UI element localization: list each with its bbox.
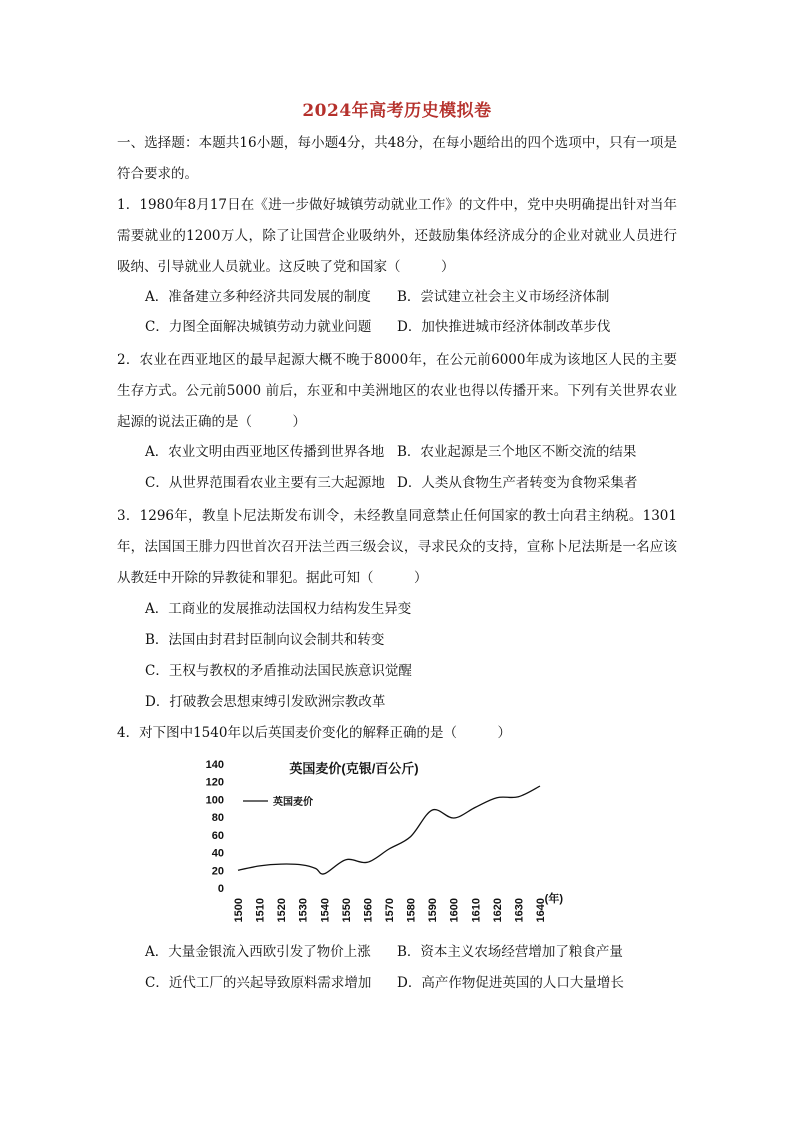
x-tick-label: 1620 — [491, 898, 504, 923]
y-tick-label: 100 — [205, 794, 224, 807]
x-tick-label: 1500 — [233, 898, 245, 923]
q4-option-a[interactable]: A．大量金银流入西欧引发了物价上涨 — [145, 944, 371, 960]
q1-option-b[interactable]: B．尝试建立社会主义市场经济体制 — [397, 289, 610, 305]
q4-option-c[interactable]: C．近代工厂的兴起导致原料需求增加 — [145, 975, 372, 991]
y-tick-label: 20 — [211, 865, 224, 878]
x-axis-unit: (年) — [544, 893, 563, 905]
x-tick-label: 1570 — [384, 898, 396, 923]
x-tick-label: 1510 — [254, 898, 267, 923]
x-tick-label: 1640 — [535, 898, 547, 923]
x-tick-label: 1520 — [276, 898, 289, 923]
x-tick-label: 1610 — [470, 898, 483, 923]
q4-option-b[interactable]: B．资本主义农场经营增加了粮食产量 — [397, 944, 623, 960]
q3-option-b[interactable]: B．法国由封君封臣制向议会制共和转变 — [145, 632, 385, 648]
x-tick-label: 1560 — [362, 898, 375, 923]
q1-option-d[interactable]: D．加快推进城市经济体制改革步伐 — [397, 319, 611, 335]
q3-option-a[interactable]: A．工商业的发展推动法国权力结构发生异变 — [145, 601, 412, 617]
x-tick-label: 1590 — [427, 898, 440, 923]
question-4-stem: 4．对下图中1540年以后英国麦价变化的解释正确的是（ ） — [117, 725, 511, 741]
question-2-stem: 2．农业在西亚地区的最早起源大概不晚于8000年，在公元前6000年成为该地区人民的主要生存方式。公元前5000 前后，东亚和中美洲地区的农业也得以传播开来。下列有关世界农业起源的说法正确的是（ ） — [117, 352, 677, 430]
y-tick-label: 60 — [211, 829, 224, 842]
page-title: 2024年高考历史模拟卷 — [302, 101, 492, 121]
x-tick-label: 1540 — [319, 898, 332, 923]
q2-option-d[interactable]: D．人类从食物生产者转变为食物采集者 — [397, 475, 638, 491]
legend-label: 英国麦价 — [273, 797, 313, 808]
y-tick-label: 80 — [211, 812, 224, 825]
x-tick-label: 1630 — [513, 898, 526, 923]
y-tick-label: 140 — [205, 759, 224, 771]
y-tick-label: 0 — [217, 883, 224, 895]
y-tick-label: 40 — [211, 847, 224, 860]
x-tick-label: 1530 — [297, 898, 310, 923]
chart-title: 英国麦价(克银/百公斤) — [289, 761, 419, 776]
q3-option-d[interactable]: D．打破教会思想束缚引发欧洲宗教改革 — [145, 694, 386, 710]
y-tick-label: 120 — [205, 776, 224, 789]
x-tick-label: 1550 — [340, 898, 353, 923]
question-3-stem: 3．1296年，教皇卜尼法斯发布训令，未经教皇同意禁止任何国家的教士向君主纳税。1301年，法国国王腓力四世首次召开法兰西三级会议，寻求民众的支持，宣称卜尼法斯是一名应该从教廷中开除的异教徒和罪犯。据此可知（ ） — [117, 508, 677, 586]
q2-option-a[interactable]: A．农业文明由西亚地区传播到世界各地 — [145, 444, 385, 460]
x-tick-label: 1600 — [448, 898, 461, 923]
wheat-price-chart — [196, 748, 566, 938]
q2-option-c[interactable]: C．从世界范围看农业主要有三大起源地 — [145, 475, 385, 491]
q1-option-a[interactable]: A．准备建立多种经济共同发展的制度 — [145, 289, 371, 305]
section-instructions: 一、选择题：本题共16小题，每小题4分，共48分，在每小题给出的四个选项中，只有一项是符合要求的。 — [117, 135, 677, 182]
q3-option-c[interactable]: C．王权与教权的矛盾推动法国民族意识觉醒 — [145, 663, 412, 679]
q2-option-b[interactable]: B．农业起源是三个地区不断交流的结果 — [397, 444, 637, 460]
q4-option-d[interactable]: D．高产作物促进英国的人口大量增长 — [397, 975, 624, 991]
x-tick-label: 1580 — [405, 898, 418, 923]
question-1-stem: 1．1980年8月17日在《进一步做好城镇劳动就业工作》的文件中，党中央明确提出针对当年需要就业的1200万人，除了让国营企业吸纳外，还鼓励集体经济成分的企业对就业人员进行吸纳、引导就业人员就业。这反映了党和国家（ ） — [117, 197, 677, 275]
q1-option-c[interactable]: C．力图全面解决城镇劳动力就业问题 — [145, 319, 372, 335]
